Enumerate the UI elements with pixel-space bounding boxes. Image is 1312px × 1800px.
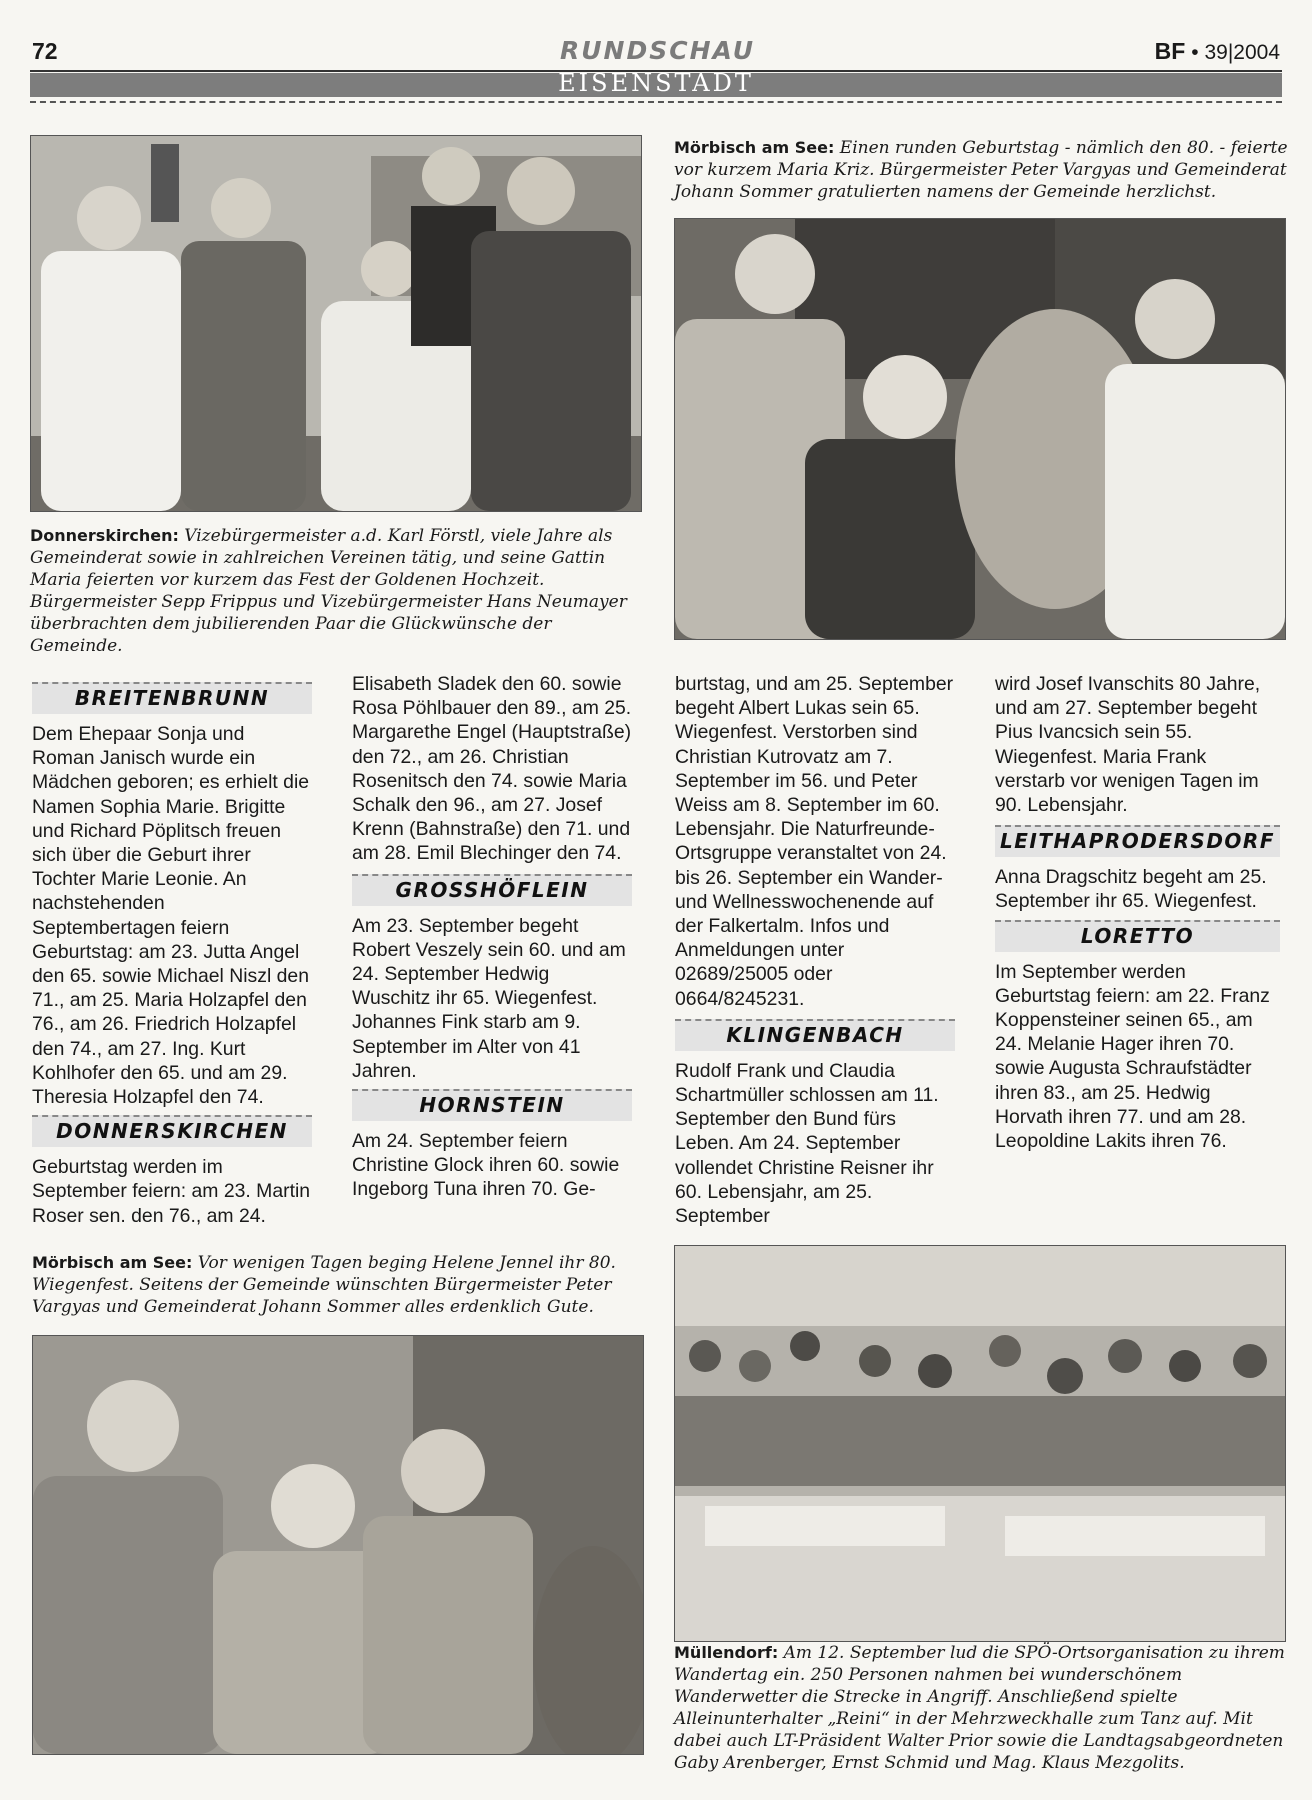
text-breitenbrunn: Dem Ehepaar Sonja und Roman Janisch wurde ein Mädchen geboren; es erhielt die Namen Sophia Marie. Brigitte und Richard Pöplitsch freuen sich über die Geburt ihrer Tochter Marie Leonie. An nachstehenden Septembertagen feiern Geburtstag: am 23. Jutta Angel den 65. sowie Michael Niszl den 71., am 25. Maria Holzapfel den 76., am 26. Friedrich Holzapfel den 74., am 27. Ing. Kurt Kohlhofer den 65. und am 29. Theresia Holzapfel den 74. [32,723,310,1109]
heading-hornstein: HORNSTEIN [352,1089,632,1121]
header-dashed-rule [30,101,1282,103]
text-hornstein: Am 24. September feiern Christine Glock ihren 60. sowie Ingeborg Tuna ihren 70. Ge- [352,1130,620,1201]
photo-maria-kriz-birthday [674,218,1286,640]
issue-separator: • [1191,41,1199,64]
caption-text: Am 12. September lud die SPÖ-Ortsorganisation zu ihrem Wandertag ein. 250 Personen nahmen bei wunderschönem Wanderwetter die Strecke in Angriff. Anschließend spielte Alleinunterhalter „Reini“ in der Mehrzweckhalle zum Tanz auf. Mit dabei auch LT-Präsident Walter Prior sowie die Landtagsabgeordneten Gaby Arenberger, Ernst Schmid und Mag. Klaus Mezgolits. [674,1643,1285,1773]
photo-muellendorf-wandertag [674,1245,1286,1642]
heading-klingenbach: KLINGENBACH [675,1019,955,1051]
text-donnerskirchen: Geburtstag werden im September feiern: am 23. Martin Roser sen. den 76., am 24. [32,1156,311,1227]
text-klingenbach: Rudolf Frank und Claudia Schartmüller schlossen am 11. September den Bund fürs Leben. Am 24. September vollendet Christine Reisner ihr 60. Lebensjahr, am 25. September [675,1059,939,1228]
caption-text: Einen runden Geburtstag - nämlich den 80. - feierte vor kurzem Maria Kriz. Bürgermeister Peter Vargyas und Gemeinderat Johann Sommer gratulierten namens der Gemeinde herzlichst. [674,138,1288,202]
heading-breitenbrunn: BREITENBRUNN [32,682,312,714]
caption-text: Vizebürgermeister a.d. Karl Förstl, viele Jahre als Gemeinderat sowie in zahlreichen Vereinen tätig, und seine Gattin Maria feierten vor kurzem das Fest der Goldenen Hochzeit. Bürgermeister Sepp Frippus und Vizebürgermeister Hans Neumayer überbrachten dem jubilierenden Paar die Glückwünsche der Gemeinde. [30,526,627,656]
caption-morbisch-top [674,137,1289,203]
column-1 [32,678,312,1228]
caption-donnerskirchen [30,525,642,657]
page-number: 72 [32,38,58,64]
caption-place: Mörbisch am See: [674,138,835,157]
column-2 [352,672,632,1202]
heading-donnerskirchen: DONNERSKIRCHEN [32,1115,312,1147]
text-leithaprodersdorf: Anna Dragschitz begeht am 25. September ihr 65. Wiegenfest. [995,866,1267,913]
heading-grosshoeflein: GROSSHÖFLEIN [352,874,632,906]
issue-number: 39|2004 [1204,41,1280,64]
text-klingenbach-cont: wird Josef Ivanschits 80 Jahre, und am 27. September begeht Pius Ivancsich sein 55. Wiegenfest. Maria Frank verstarb vor wenigen Tagen im 90. Lebensjahr. [995,673,1261,817]
column-3 [675,672,955,1228]
section-title: EISENSTADT [558,69,754,97]
issue-info [1155,38,1280,65]
photo-golden-wedding [30,135,642,512]
text-grosshoeflein: Am 23. September begeht Robert Veszely sein 60. und am 24. September Hedwig Wuschitz ihr 65. Wiegenfest. Johannes Fink starb am 9. September im Alter von 41 Jahren. [352,914,626,1082]
text-hornstein-cont: burtstag, und am 25. September begeht Albert Lukas sein 65. Wiegenfest. Verstorben sind Christian Kutrovatz am 7. September im 56. und Peter Weiss am 8. September im 60. Lebensjahr. Die Naturfreunde-Ortsgruppe veranstaltet von 24. bis 26. September ein Wander- und Wellnesswochenende auf der Falkertalm. Infos und Anmeldungen unter 02689/25005 oder 0664/8245231. [675,673,954,1010]
column-4 [995,672,1280,1153]
caption-text: Vor wenigen Tagen beging Helene Jennel ihr 80. Wiegenfest. Seitens der Gemeinde wünschten Bürgermeister Peter Vargyas und Gemeinderat Johann Sommer alles erdenklich Gute. [32,1253,616,1317]
caption-place: Mörbisch am See: [32,1253,193,1272]
heading-loretto: LORETTO [995,920,1280,952]
newspaper-title: RUNDSCHAU [560,36,756,65]
text-donnerskirchen-cont: Elisabeth Sladek den 60. sowie Rosa Pöhlbauer den 89., am 25. Margarethe Engel (Hauptstraße) den 72., am 26. Christian Rosenitsch den 74. sowie Maria Schalk den 96., am 27. Josef Krenn (Bahnstraße) den 71. und am 28. Emil Blechinger den 74. [352,673,632,865]
caption-muellendorf [674,1642,1286,1774]
text-loretto: Im September werden Geburtstag feiern: am 22. Franz Koppensteiner seinen 65., am 24. Melanie Hager ihren 70. sowie Augusta Schraufstädter ihren 83., am 25. Hedwig Horvath ihren 77. und am 28. Leopoldine Lakits ihren 76. [995,960,1270,1153]
publication-name: BF [1154,38,1186,64]
caption-place: Donnerskirchen: [30,526,179,545]
caption-morbisch-bottom [32,1252,642,1318]
photo-helene-jennel-birthday [32,1335,644,1755]
caption-place: Müllendorf: [674,1643,779,1662]
heading-leithaprodersdorf: LEITHAPRODERSDORF [995,825,1280,857]
